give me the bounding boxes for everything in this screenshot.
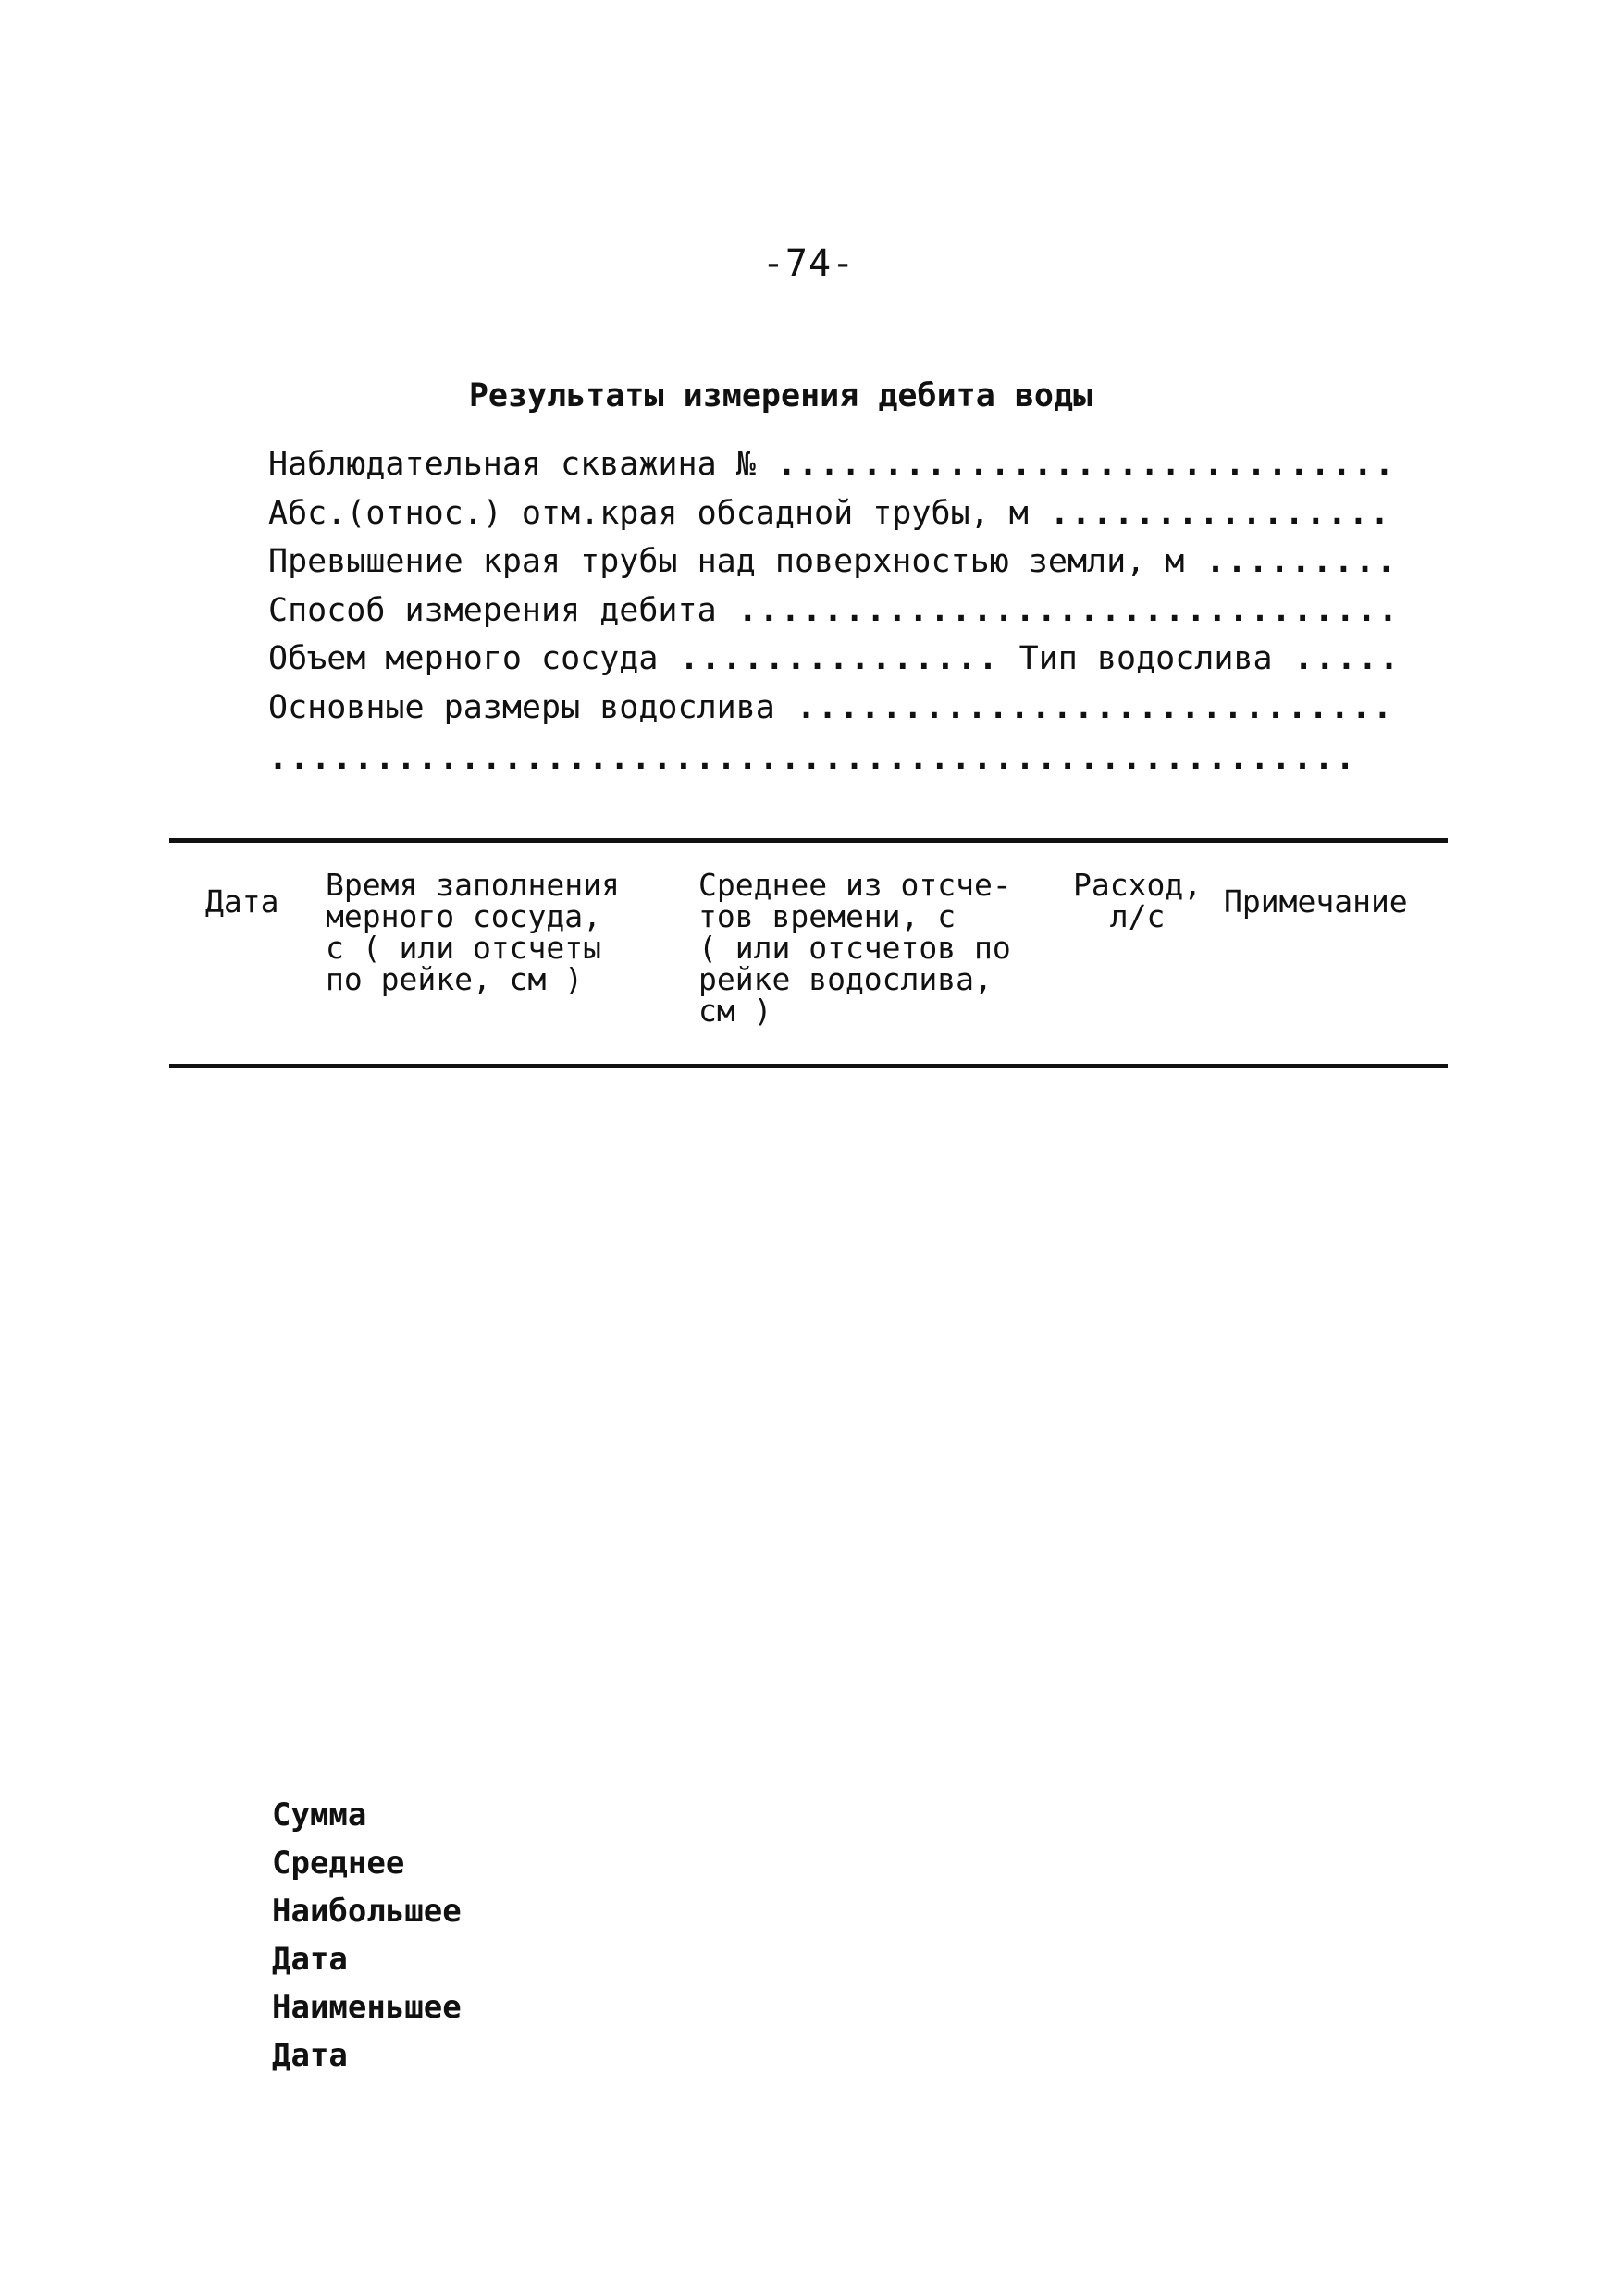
column-header-note: Примечание: [1224, 883, 1408, 920]
fill-dots: .....: [1272, 640, 1401, 677]
field-label: Основные размеры водослива: [268, 689, 775, 726]
field-pipe-excess: [268, 543, 1415, 587]
field-label: Абс.(относ.) отм.края обсадной трубы, м: [268, 495, 1029, 532]
table-header-bottom-rule: [169, 1064, 1448, 1068]
fill-dots: ............................: [774, 689, 1394, 726]
column-header-flow-rate: Расход, л/с: [1073, 867, 1203, 934]
field-observation-well: [268, 446, 1415, 490]
field-label: Объем мерного сосуда: [268, 640, 659, 677]
fill-dots: .............................: [755, 446, 1396, 483]
fill-dots: ...............................: [716, 592, 1400, 629]
field-vessel-volume-weir-type: [268, 640, 1434, 685]
table-top-rule: [169, 838, 1448, 843]
page-number: -74-: [761, 242, 856, 285]
column-header-average: Среднее из отсче- тов времени, с ( или отсчетов по рейке водослива, см ): [698, 867, 1011, 1029]
summary-average: Среднее: [272, 1845, 405, 1882]
field-weir-dimensions: [268, 689, 1415, 734]
column-header-date: Дата: [205, 883, 279, 920]
fill-dots: ...................................................: [268, 740, 1357, 777]
field-label: Наблюдательная скважина №: [268, 446, 756, 483]
field-label: Способ измерения дебита: [268, 592, 717, 629]
summary-min-date: Дата: [272, 2037, 348, 2074]
form-title: Результаты измерения дебита воды: [468, 377, 1093, 414]
field-continuation-line: [268, 740, 1415, 784]
field-label-weir-type: Тип водослива: [999, 640, 1273, 677]
field-label: Превышение края трубы над поверхностью земли, м: [268, 543, 1185, 580]
summary-min: Наименьшее: [272, 1989, 462, 2026]
summary-sum: Сумма: [272, 1796, 367, 1833]
fill-dots: ................: [1028, 495, 1392, 532]
fill-dots: ...............: [658, 640, 1000, 677]
summary-max-date: Дата: [272, 1941, 348, 1978]
column-header-fill-time: Время заполнения мерного сосуда, с ( или отсчеты по рейке, см ): [326, 867, 620, 997]
fill-dots: .........: [1184, 543, 1399, 580]
field-measurement-method: [268, 592, 1415, 636]
summary-max: Наибольшее: [272, 1893, 462, 1930]
field-casing-elevation: [268, 495, 1415, 539]
